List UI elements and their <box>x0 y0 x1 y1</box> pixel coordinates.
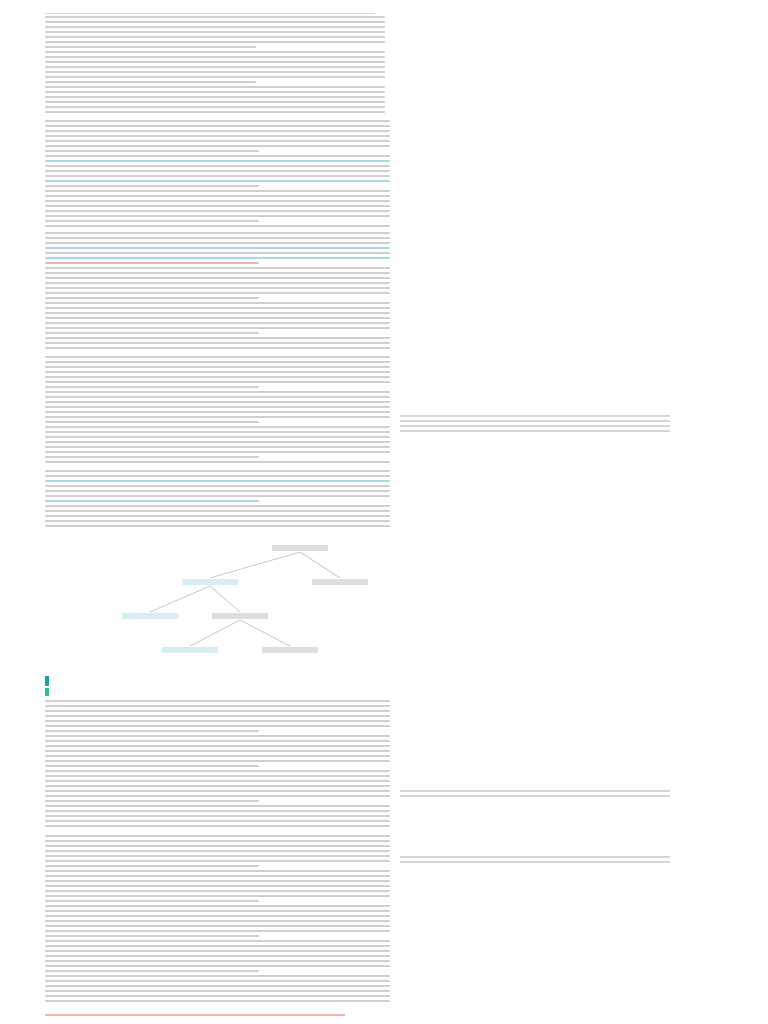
text-section-3 <box>45 232 390 352</box>
diagram-node <box>312 579 368 585</box>
text-section-1 <box>45 16 385 116</box>
diagram-edge <box>150 586 210 612</box>
diagram-edge <box>210 552 300 578</box>
text-section-2 <box>45 120 390 230</box>
tree-diagram <box>40 540 440 670</box>
margin-note <box>400 856 670 866</box>
text-section-4 <box>45 356 390 466</box>
margin-note <box>400 415 670 437</box>
footer-link[interactable] <box>45 1014 345 1016</box>
highlight-marker <box>45 676 49 686</box>
page-title <box>45 3 375 14</box>
diagram-node <box>122 613 178 619</box>
text-section-6 <box>45 700 390 830</box>
diagram-edge <box>210 586 240 612</box>
diagram-edge <box>190 620 240 646</box>
diagram-node <box>182 579 238 585</box>
margin-note <box>400 790 670 800</box>
highlight-marker <box>45 688 49 696</box>
diagram-node <box>212 613 268 619</box>
diagram-edge <box>240 620 290 646</box>
text-section-7 <box>45 835 390 1005</box>
diagram-node <box>162 647 218 653</box>
diagram-edge <box>300 552 340 578</box>
diagram-node <box>272 545 328 551</box>
diagram-node <box>262 647 318 653</box>
text-section-5 <box>45 470 390 530</box>
